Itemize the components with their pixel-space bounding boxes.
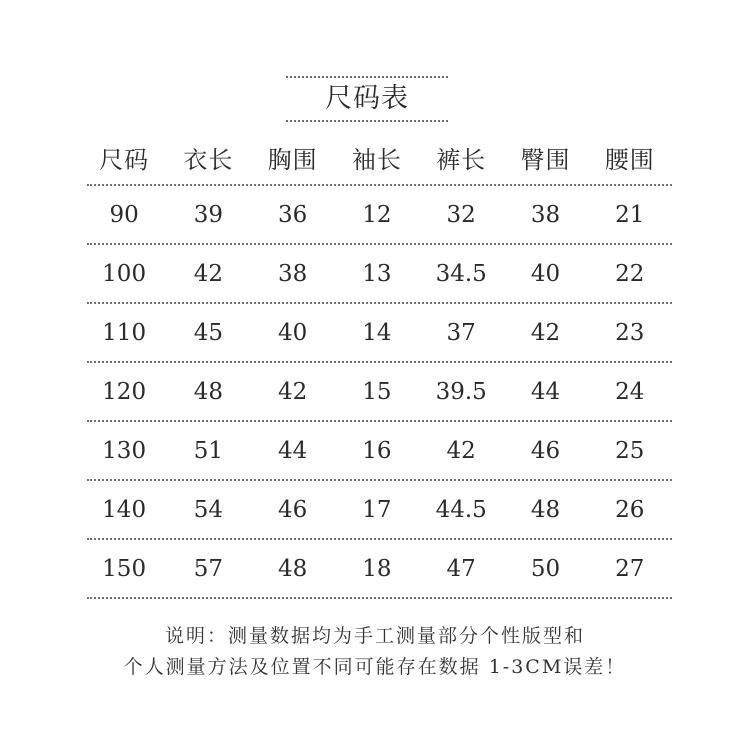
table-cell: 13 [362, 260, 392, 287]
table-row [82, 245, 672, 302]
table-cell: 21 [615, 201, 645, 228]
table-cell: 42 [193, 260, 224, 287]
size-table [82, 136, 672, 599]
page-title: 尺码表 [325, 83, 409, 114]
table-cell: 12 [362, 201, 392, 228]
column-header-length: 衣长 [183, 146, 234, 174]
table-cell: 36 [278, 201, 308, 228]
table-cell: 46 [530, 437, 561, 464]
table-cell: 120 [102, 378, 147, 405]
table-cell: 44 [530, 378, 561, 405]
column-header-waist: 腰围 [604, 146, 655, 174]
table-row [82, 304, 672, 361]
table-cell: 47 [446, 555, 476, 582]
table-cell: 24 [615, 378, 645, 405]
table-cell: 42 [446, 437, 476, 464]
table-cell: 42 [278, 378, 308, 405]
column-header-size: 尺码 [99, 146, 150, 174]
row-divider [87, 597, 672, 599]
table-row [82, 540, 672, 597]
table-cell: 44.5 [435, 496, 487, 523]
table-cell: 40 [530, 260, 561, 287]
table-cell: 22 [615, 260, 645, 287]
column-header-pants-length: 裤长 [436, 146, 487, 174]
table-cell: 44 [278, 437, 308, 464]
table-cell: 48 [193, 378, 224, 405]
table-cell: 46 [278, 496, 308, 523]
table-cell: 38 [530, 201, 561, 228]
table-cell: 110 [102, 319, 147, 346]
table-cell: 40 [278, 319, 308, 346]
title-top-divider [286, 76, 448, 78]
table-cell: 17 [362, 496, 392, 523]
table-cell: 51 [193, 437, 224, 464]
table-cell: 140 [102, 496, 147, 523]
title-bottom-divider [286, 120, 448, 122]
table-cell: 15 [362, 378, 392, 405]
table-cell: 14 [362, 319, 392, 346]
table-cell: 16 [362, 437, 392, 464]
table-cell: 26 [615, 496, 645, 523]
table-cell: 32 [446, 201, 476, 228]
table-cell: 42 [530, 319, 561, 346]
table-cell: 48 [530, 496, 561, 523]
table-row [82, 186, 672, 243]
note-line-2: 个人测量方法及位置不同可能存在数据 1-3CM误差！ [123, 656, 627, 678]
table-cell: 27 [615, 555, 645, 582]
column-header-sleeve: 袖长 [351, 146, 402, 174]
table-row [82, 363, 672, 420]
table-cell: 18 [362, 555, 392, 582]
column-header-hip: 臀围 [520, 146, 571, 174]
table-row [82, 481, 672, 538]
table-cell: 50 [530, 555, 561, 582]
table-header-row [82, 136, 672, 184]
title-box [286, 76, 448, 122]
table-cell: 54 [193, 496, 224, 523]
table-cell: 48 [278, 555, 308, 582]
table-cell: 130 [102, 437, 147, 464]
table-cell: 45 [193, 319, 224, 346]
table-cell: 23 [615, 319, 645, 346]
note-line-1: 说明：测量数据均为手工测量部分个性版型和 [164, 625, 585, 647]
table-cell: 90 [109, 201, 139, 228]
table-row [82, 422, 672, 479]
table-cell: 57 [193, 555, 224, 582]
column-header-chest: 胸围 [267, 146, 318, 174]
table-cell: 150 [102, 555, 147, 582]
table-cell: 25 [615, 437, 645, 464]
table-cell: 37 [446, 319, 476, 346]
table-cell: 38 [278, 260, 308, 287]
table-cell: 39 [193, 201, 224, 228]
table-cell: 34.5 [435, 260, 487, 287]
table-cell: 39.5 [435, 378, 487, 405]
table-cell: 100 [102, 260, 147, 287]
